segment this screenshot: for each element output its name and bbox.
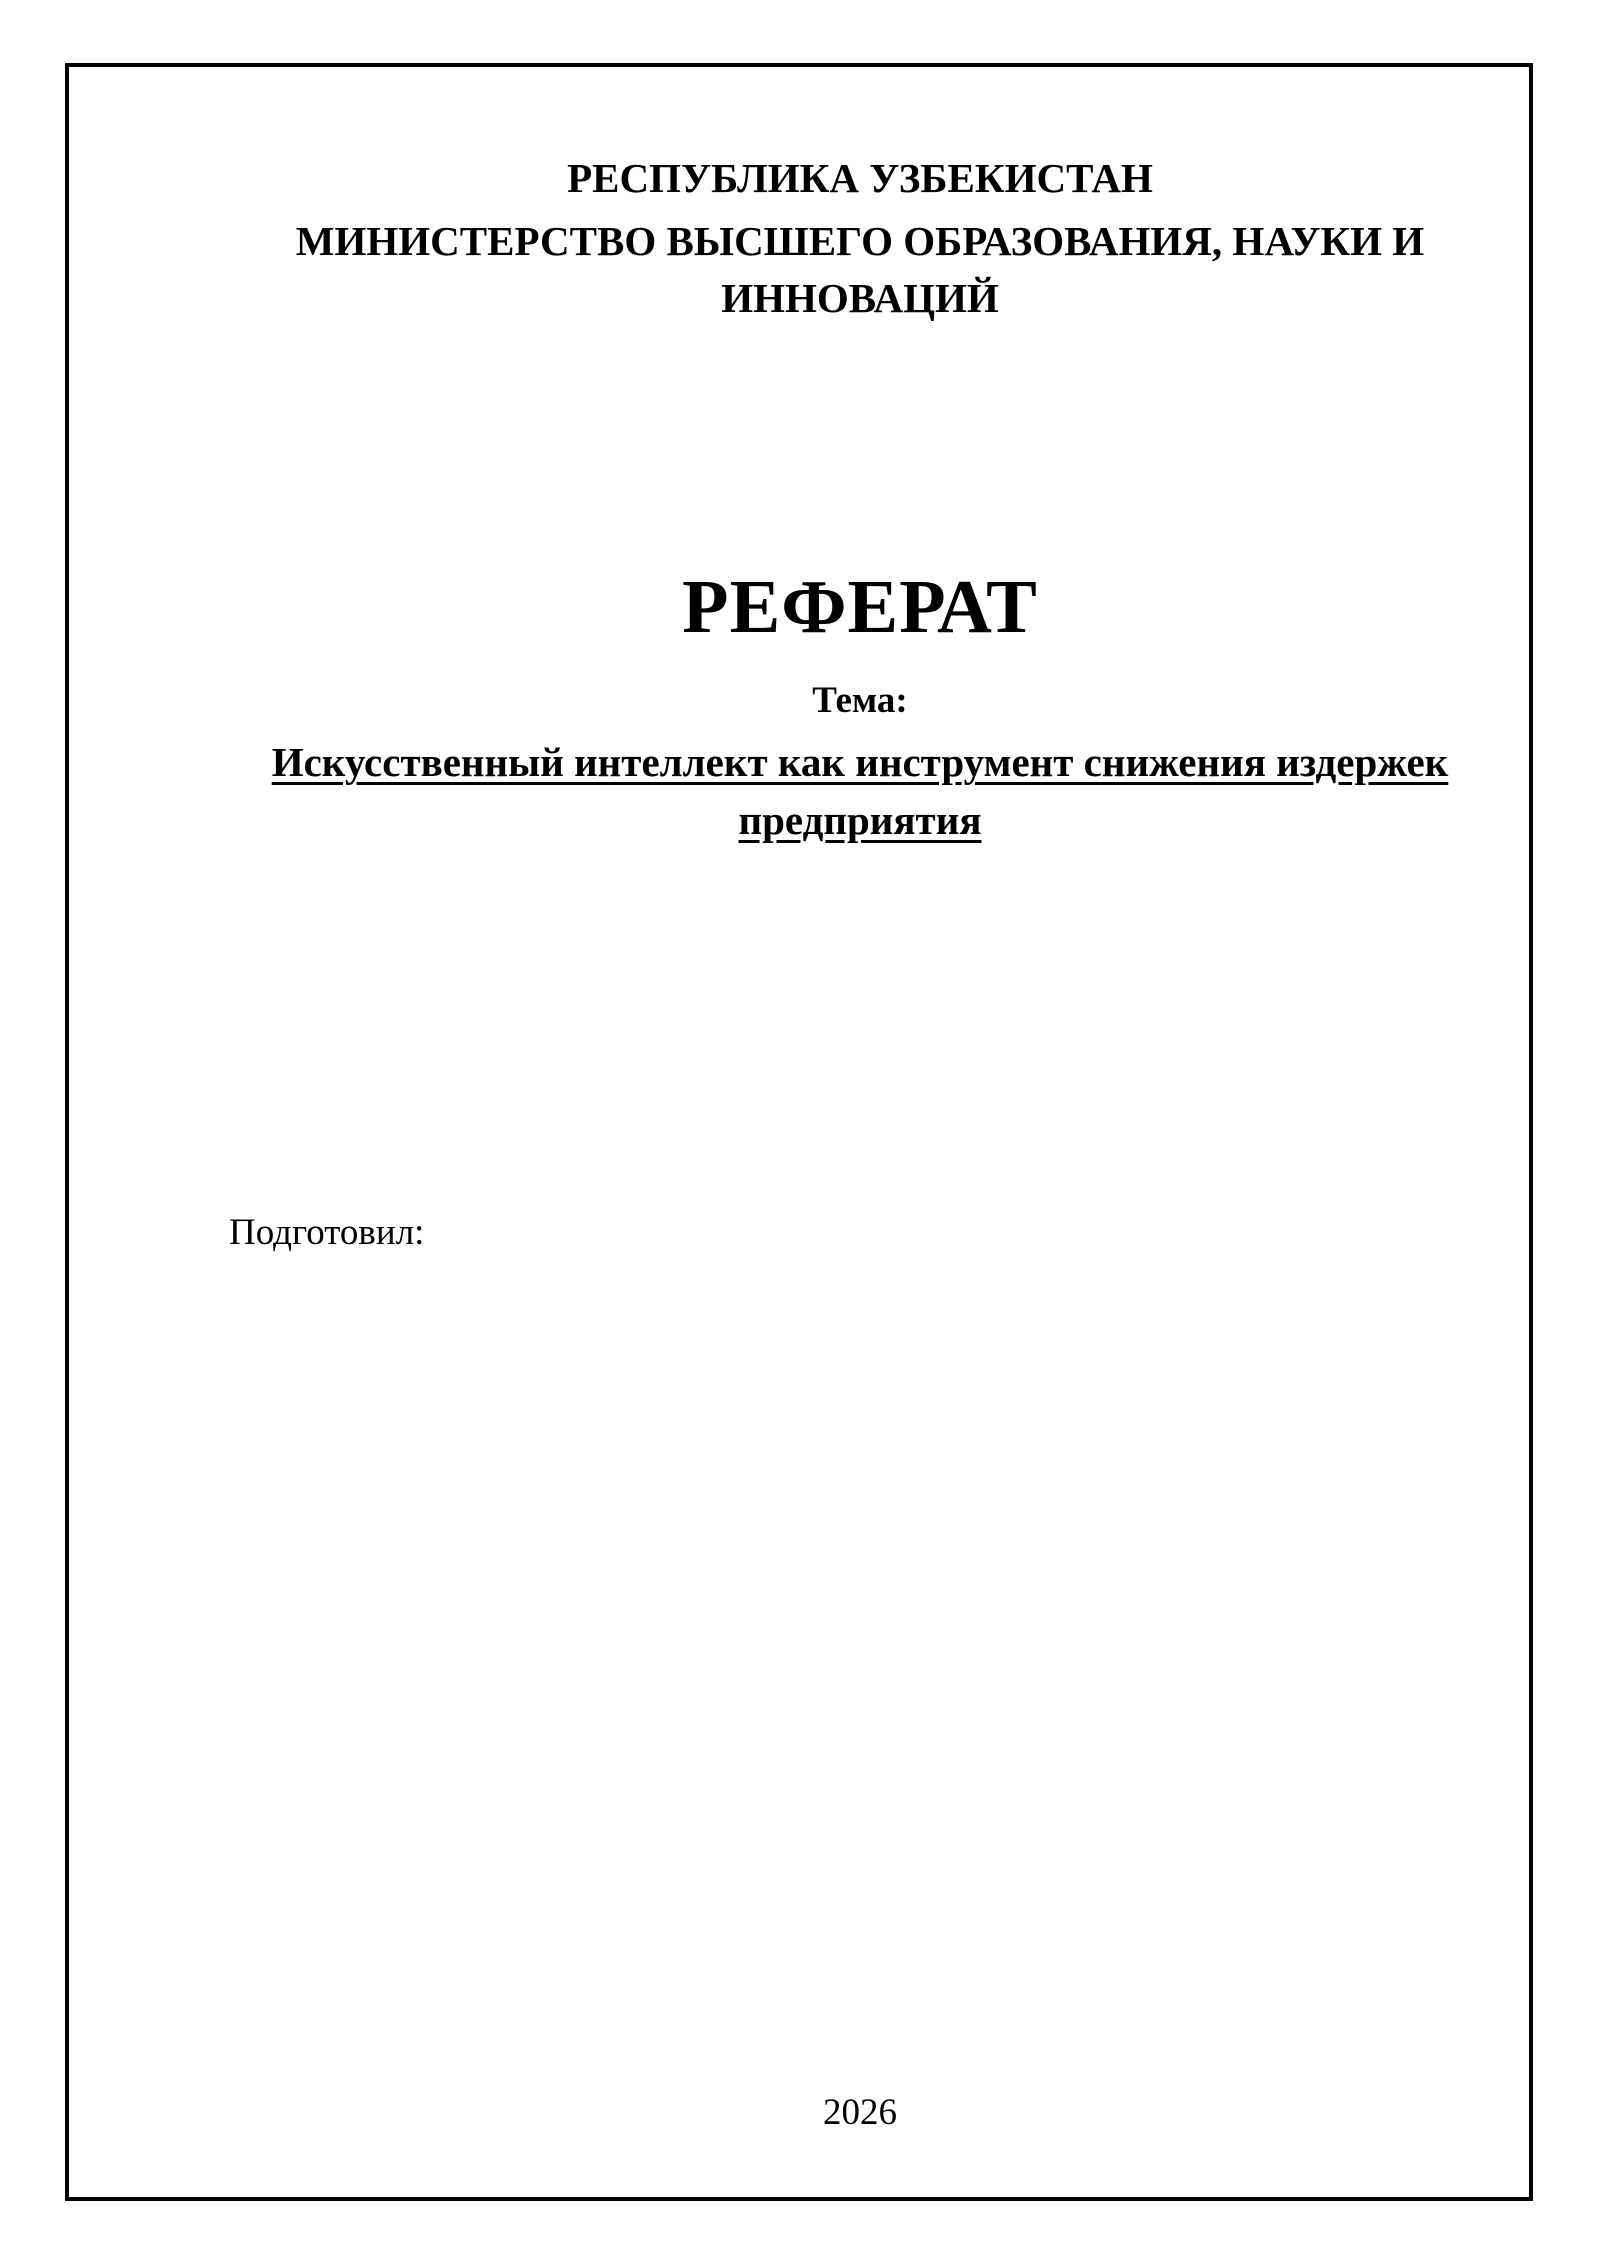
year: 2026 <box>823 2092 897 2133</box>
topic-title-line2: предприятия <box>738 797 982 843</box>
topic-label: Тема: <box>812 680 908 721</box>
topic-title <box>60 733 1600 849</box>
ministry-heading-line1: МИНИСТЕРСТВО ВЫСШЕГО ОБРАЗОВАНИЯ, НАУКИ И <box>295 218 1425 264</box>
country-heading: РЕСПУБЛИКА УЗБЕКИСТАН <box>567 155 1153 201</box>
document-type-title: РЕФЕРАТ <box>682 565 1038 649</box>
prepared-by-label: Подготовил: <box>229 1212 425 1253</box>
ministry-heading <box>60 213 1600 327</box>
topic-title-line1: Искусственный интеллект как инструмент снижения издержек <box>271 739 1449 785</box>
ministry-heading-line2: ИННОВАЦИЙ <box>721 275 999 321</box>
page-border <box>65 63 1533 2201</box>
